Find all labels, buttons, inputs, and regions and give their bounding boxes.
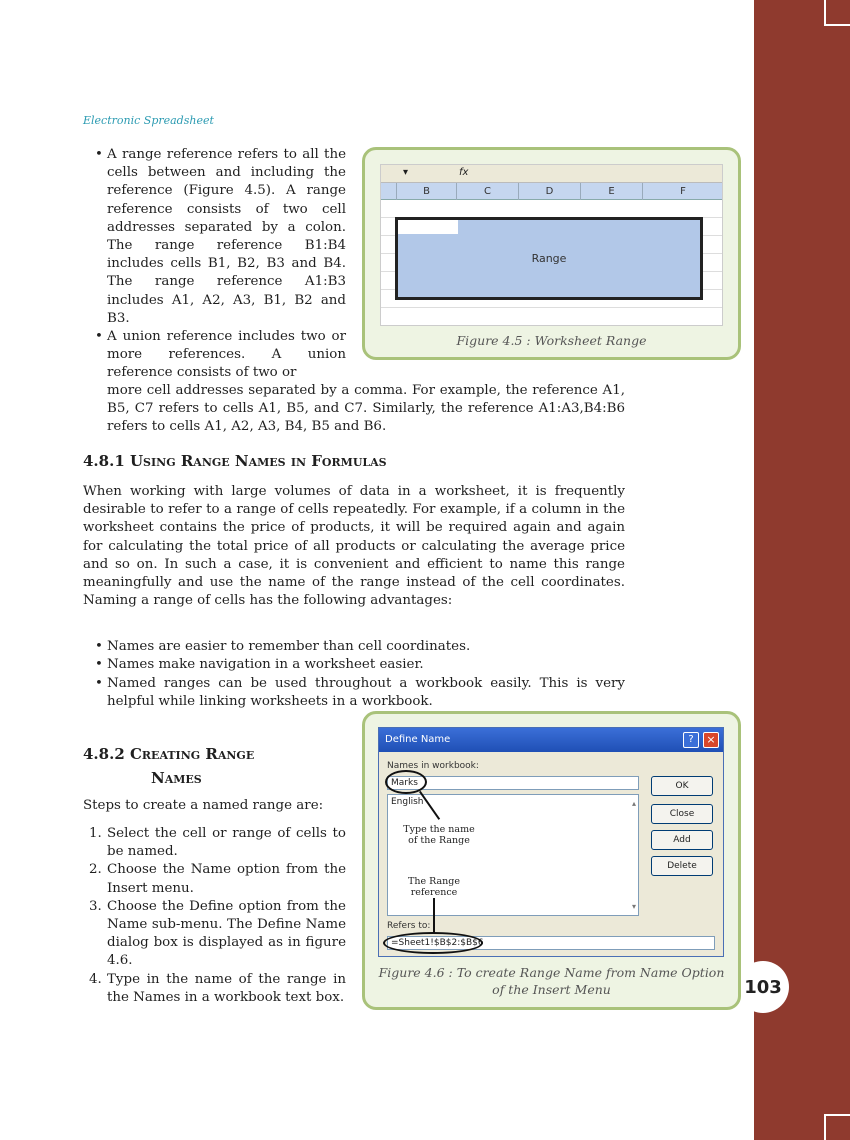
step-item: 4. Type in the name of the range in the Names in a workbook text box. bbox=[89, 971, 346, 1005]
advantages-list-top bbox=[83, 638, 625, 674]
advantages-list-bottom bbox=[83, 675, 625, 711]
fx-icon: fx bbox=[459, 167, 469, 178]
names-label: Names in workbook: bbox=[387, 761, 479, 771]
advantage-item-text: Named ranges can be used throughout a workbook easily. This is very helpful while linking worksheets in a workbook. bbox=[107, 676, 625, 710]
figure-4-6-caption-line1: Figure 4.6 : To create Range Name from Name Option bbox=[378, 965, 725, 980]
page-number: 103 bbox=[737, 961, 789, 1013]
define-name-dialog bbox=[378, 727, 724, 957]
bullet-union-reference: • A union reference includes two or more references. A union reference consists of two or bbox=[83, 328, 346, 383]
steps-list bbox=[83, 825, 346, 1007]
crop-mark-bottom bbox=[824, 1114, 850, 1140]
name-input[interactable]: Marks bbox=[387, 776, 639, 790]
column-header: B bbox=[397, 183, 457, 200]
figure-4-6-caption-line2: of the Insert Menu bbox=[492, 982, 611, 997]
worksheet-range-image bbox=[380, 164, 723, 326]
section-481-paragraph: When working with large volumes of data in a worksheet, it is frequently desirable to refer to a range of cells repeatedly. For example, if a column in the worksheet contains the price of products, it will be required again and again for calculating the total price of all products or calculating the average price and so on. In such a case, it is convenient and efficient to name this range meaningfully and use the name of the range instead of the cell coordinates. Naming a range of cells has the following advantages: bbox=[83, 484, 625, 609]
step-item: 3. Choose the Define option from the Name sub-menu. The Define Name dialog box is displayed as in figure 4.6. bbox=[89, 898, 346, 969]
reference-callout-oval bbox=[383, 932, 483, 954]
scroll-up-icon[interactable]: ▴ bbox=[631, 799, 636, 808]
step-item: 2. Choose the Name option from the Insert menu. bbox=[89, 862, 346, 896]
list-item[interactable]: English bbox=[391, 797, 424, 807]
advantage-item bbox=[83, 675, 625, 711]
union-continuation: more cell addresses separated by a comma. For example, the reference A1, B5, C7 refers to cells A1, B5, and C7. Similarly, the reference A1:A3,B4:B6 refers to cells A1, A2, A3, B4, B5 and B6. bbox=[107, 383, 625, 435]
delete-button[interactable]: Delete bbox=[651, 856, 713, 876]
section-heading-482 bbox=[83, 742, 254, 790]
dialog-title: Define Name bbox=[379, 728, 723, 752]
add-button[interactable]: Add bbox=[651, 830, 713, 850]
refers-to-input[interactable]: =Sheet1!$B$2:$B$6 bbox=[387, 936, 715, 950]
figure-4-5-caption: Figure 4.5 : Worksheet Range bbox=[456, 333, 647, 348]
section-heading-481: 4.8.1 Using Range Names in Formulas bbox=[83, 452, 387, 470]
steps-intro: Steps to create a named range are: bbox=[83, 798, 324, 813]
close-icon[interactable]: × bbox=[703, 732, 719, 748]
range-bullets bbox=[83, 146, 346, 383]
advantage-item: • Names are easier to remember than cell coordinates. bbox=[83, 638, 625, 656]
active-cell bbox=[398, 220, 458, 234]
grid-line bbox=[381, 307, 722, 308]
step-item: 1. Select the cell or range of cells to be named. bbox=[89, 826, 346, 860]
advantage-item: • Names make navigation in a worksheet easier. bbox=[83, 656, 625, 674]
column-headers bbox=[381, 183, 722, 200]
refers-label: Refers to: bbox=[387, 921, 431, 931]
close-button[interactable]: Close bbox=[651, 804, 713, 824]
section-heading-482-line2: Names bbox=[151, 769, 202, 787]
crop-mark-top bbox=[824, 0, 850, 26]
running-head: Electronic Spreadsheet bbox=[83, 114, 214, 127]
bullet-range-reference: • A range reference refers to all the cells between and including the reference (Figure 4.5). A range reference consists of two cell addresses separated by a colon. The range reference B1:B4 includes cells B1, B2, B3 and B4. The range reference A1:B3 includes A1, A2, A3, B1, B2 and B3. bbox=[83, 146, 346, 328]
selected-range bbox=[395, 217, 703, 300]
name-callout-text: Type the name of the Range bbox=[399, 824, 479, 846]
figure-4-6-caption bbox=[365, 964, 738, 998]
range-label: Range bbox=[531, 252, 567, 265]
column-header: F bbox=[643, 183, 723, 200]
scroll-down-icon[interactable]: ▾ bbox=[631, 902, 636, 911]
worksheet-toolbar bbox=[381, 165, 722, 183]
column-header: D bbox=[519, 183, 581, 200]
dropdown-arrow-icon: ▾ bbox=[403, 167, 409, 178]
column-header: C bbox=[457, 183, 519, 200]
reference-callout-text: The Range reference bbox=[399, 876, 469, 898]
column-header: E bbox=[581, 183, 643, 200]
ok-button[interactable]: OK bbox=[651, 776, 713, 796]
help-icon[interactable]: ? bbox=[683, 732, 699, 748]
section-heading-482-line1: 4.8.2 Creating Range bbox=[83, 745, 255, 763]
